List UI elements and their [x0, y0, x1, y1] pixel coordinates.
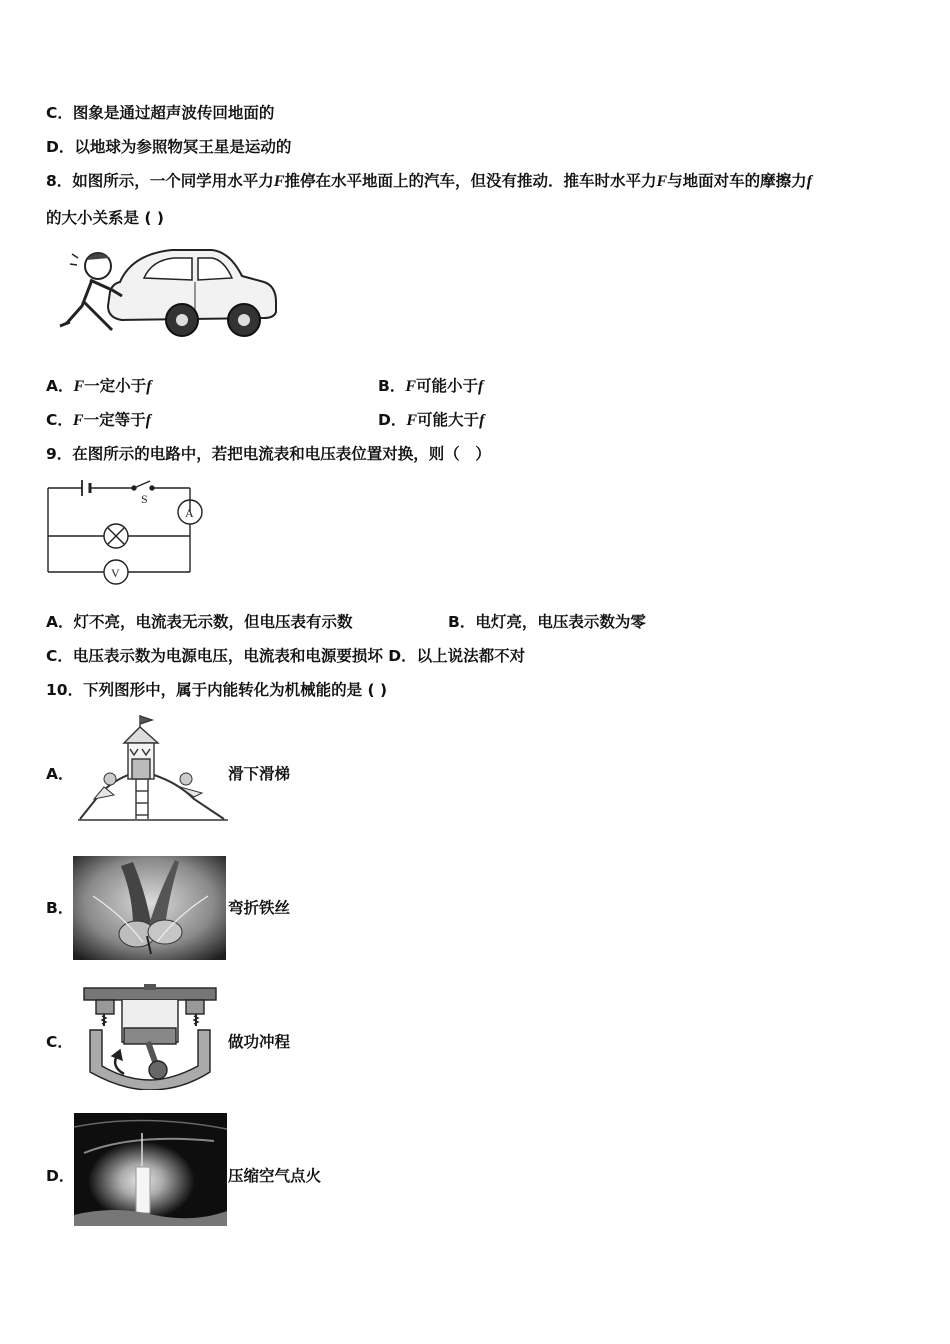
q10-option-b-label[interactable]: B．	[46, 899, 74, 917]
q8-option-c-label: C．	[46, 411, 73, 429]
q8-var-f: f	[806, 173, 812, 190]
q8-option-b-label: B．	[378, 377, 406, 395]
q7-option-d: D．以地球为参照物冥王星是运动的	[46, 138, 292, 156]
q8-option-d-f: f	[479, 412, 485, 429]
q8-stem-part1: 8．如图所示，一个同学用水平力	[46, 172, 274, 190]
power-stroke-figure	[82, 982, 218, 1090]
q8-option-b-F: F	[405, 378, 416, 395]
q10-stem: 10．下列图形中，属于内能转化为机械能的是 ( )	[46, 681, 388, 699]
push-car-figure	[52, 240, 282, 350]
voltmeter-label: V	[111, 566, 120, 580]
q8-option-b-f: f	[478, 378, 484, 395]
q9-option-b[interactable]: B．电灯亮，电压表示数为零	[448, 613, 646, 631]
q10-option-b-text: 弯折铁丝	[228, 899, 291, 917]
q7-option-c: C．图象是通过超声波传回地面的	[46, 104, 275, 122]
q8-option-b[interactable]	[378, 376, 483, 397]
q9-stem: 9．在图所示的电路中，若把电流表和电压表位置对换，则（ ）	[46, 445, 491, 463]
q8-option-a-F: F	[73, 378, 85, 395]
q8-option-c-text: 一定等于	[83, 411, 146, 429]
q8-option-a[interactable]	[46, 376, 152, 397]
circuit-diagram	[44, 478, 219, 586]
compressed-air-ignition-photo	[74, 1113, 227, 1226]
q8-option-c-f: f	[145, 412, 151, 429]
q9-option-cd[interactable]: C．电压表示数为电源电压，电流表和电源要损坏 D．以上说法都不对	[46, 647, 526, 665]
q8-option-a-label: A．	[46, 377, 74, 395]
q8-stem-line1	[46, 171, 812, 192]
q10-option-a-label[interactable]: A．	[46, 765, 74, 783]
slide-figure	[78, 713, 228, 823]
q8-option-a-text: 一定小于	[84, 377, 147, 395]
q8-option-d-label: D．	[378, 411, 407, 429]
q8-option-d[interactable]	[378, 410, 484, 431]
ammeter-label: A	[185, 506, 194, 520]
q9-option-a[interactable]: A．灯不亮，电流表无示数，但电压表有示数	[46, 613, 353, 631]
q10-option-c-label[interactable]: C．	[46, 1033, 73, 1051]
q8-option-b-text: 可能小于	[416, 377, 479, 395]
q8-var-F2: F	[656, 173, 668, 190]
q8-stem-part2: 推停在水平地面上的汽车，但没有推动．推车时水平力	[284, 172, 657, 190]
q10-option-d-label[interactable]: D．	[46, 1167, 75, 1185]
q10-option-a-text: 滑下滑梯	[228, 765, 291, 783]
q8-var-F: F	[273, 173, 285, 190]
q8-option-d-F: F	[406, 412, 418, 429]
q8-option-c[interactable]	[46, 410, 151, 431]
switch-label: S	[141, 492, 148, 506]
q10-option-d-text: 压缩空气点火	[228, 1167, 322, 1185]
q8-stem-line2: 的大小关系是 ( )	[46, 209, 164, 227]
q8-option-a-f: f	[146, 378, 152, 395]
q10-option-c-text: 做功冲程	[228, 1033, 291, 1051]
bending-wire-photo	[73, 856, 226, 960]
q8-stem-part3: 与地面对车的摩擦力	[667, 172, 807, 190]
q8-option-c-F: F	[72, 412, 84, 429]
q8-option-d-text: 可能大于	[417, 411, 480, 429]
